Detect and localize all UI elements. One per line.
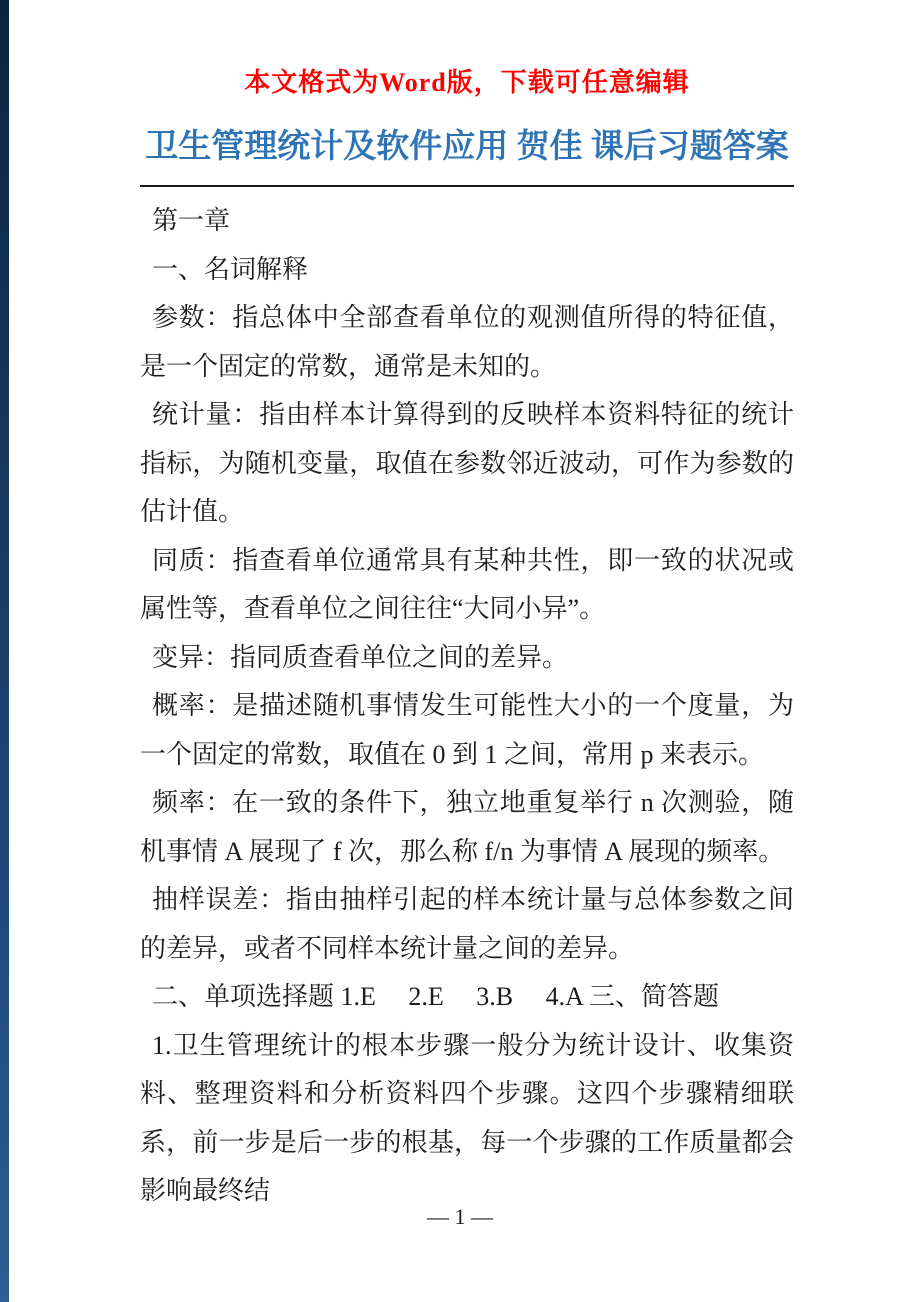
document-title: 卫生管理统计及软件应用 贺佳 课后习题答案 — [145, 129, 789, 165]
paragraph: 第一章 — [152, 206, 231, 235]
title-divider — [140, 185, 794, 187]
paragraph: 抽样误差：指由抽样引起的样本统计量与总体参数之间的差异，或者不同样本统计量之间的差异。 — [140, 885, 794, 963]
paragraph: 统计量：指由样本计算得到的反映样本资料特征的统计指标，为随机变量，取值在参数邻近波动，可作为参数的估计值。 — [140, 400, 794, 526]
format-notice: 本文格式为Word版，下载可任意编辑 — [244, 68, 690, 97]
paragraph: 1.卫生管理统计的根本步骤一般分为统计设计、收集资料、整理资料和分析资料四个步骤。这四个步骤精细联系，前一步是后一步的根基，每一个步骤的工作质量都会影响最终结 — [140, 1030, 794, 1205]
paragraph: 同质：指查看单位通常具有某种共性，即一致的状况或属性等，查看单位之间往往“大同小异”。 — [140, 545, 794, 623]
paragraph: 二、单项选择题 1.E 2.E 3.B 4.A 三、简答题 — [152, 982, 719, 1011]
paragraph: 频率：在一致的条件下，独立地重复举行 n 次测验，随机事情 A 展现了 f 次，那么称 f/n 为事情 A 展现的频率。 — [140, 788, 794, 866]
page-number: — 1 — — [427, 1204, 493, 1229]
paragraph: 概率：是描述随机事情发生可能性大小的一个度量，为一个固定的常数，取值在 0 到 1 之间，常用 p 来表示。 — [140, 691, 794, 769]
paragraph: 参数：指总体中全部查看单位的观测值所得的特征值，是一个固定的常数，通常是未知的。 — [140, 303, 794, 381]
document-body — [140, 197, 794, 1216]
left-edge-stripe — [0, 0, 9, 1302]
paragraph: 变异：指同质查看单位之间的差异。 — [152, 642, 569, 672]
document-content — [140, 0, 794, 1216]
paragraph: 一、名词解释 — [152, 254, 309, 284]
